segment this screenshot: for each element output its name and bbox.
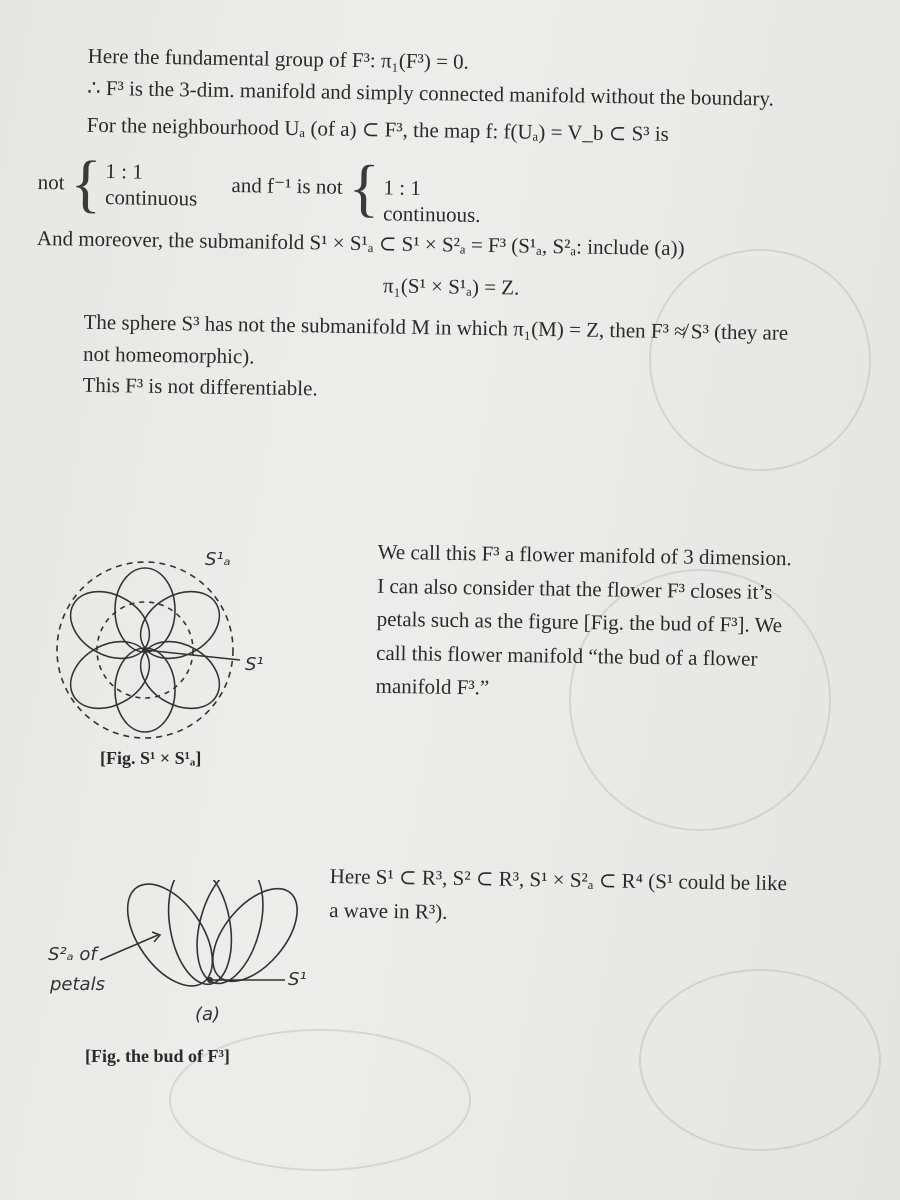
brace2-stack bbox=[383, 174, 481, 228]
paragraph-bud: I can also consider that the flower F³ closes it’s petals such as the figure [Fig. the bud of F³]. We call this flower manifold “the bud of a flower manifold F³.” bbox=[375, 573, 783, 700]
center-point-a bbox=[142, 647, 148, 653]
figure-flower-s1xs1a bbox=[55, 530, 285, 740]
paragraph-fundamental-group: Here the fundamental group of F³: π₁(F³) = 0. bbox=[87, 43, 470, 74]
brace2-bottom: continuous. bbox=[382, 201, 481, 227]
label-petals-bottom: petals bbox=[50, 974, 105, 995]
paragraph-not-differentiable: This F³ is not differentiable. bbox=[82, 372, 318, 401]
bud-petals bbox=[100, 880, 313, 1001]
figure-bud-of-f3 bbox=[40, 880, 320, 1040]
not-label: not bbox=[37, 169, 65, 195]
brace1-top: 1 : 1 bbox=[105, 158, 144, 184]
label-petals-top: S²ₐ of bbox=[48, 944, 97, 965]
paragraph-sphere: The sphere S³ has not the submanifold M in which π₁(M) = Z, then F³ ≉ S³ (they are not homeomorphic). bbox=[82, 309, 789, 368]
paragraph-neighbourhood: For the neighbourhood Uₐ (of a) ⊂ F³, the map f: f(Uₐ) = V_b ⊂ S³ is bbox=[86, 112, 670, 146]
label-sa: S¹ₐ bbox=[205, 549, 231, 570]
paragraph-submanifold: And moreover, the submanifold S¹ × S¹ₐ ⊂ S¹ × S²ₐ = F³ (S¹ₐ, S²ₐ: include (a)) bbox=[36, 225, 685, 261]
left-brace-1: { bbox=[70, 147, 102, 219]
paragraph-here-s1: Here S¹ ⊂ R³, S² ⊂ R³, S¹ × S²ₐ ⊂ R⁴ (S¹ could be like a wave in R³). bbox=[329, 863, 788, 924]
flower-petals bbox=[57, 562, 240, 738]
left-brace-2: { bbox=[348, 151, 381, 224]
figure2-caption: [Fig. the bud of F³] bbox=[85, 1046, 230, 1066]
brace1-bottom: continuous bbox=[104, 184, 198, 211]
right-column-text bbox=[327, 535, 810, 710]
label-s1: S¹ bbox=[245, 654, 264, 675]
paragraph-flower-manifold: We call this F³ a flower manifold of 3 dimension. bbox=[377, 539, 792, 571]
label-bud-s1: S¹ bbox=[288, 969, 307, 990]
equation-pi1: π₁(S¹ × S¹ₐ) = Z. bbox=[382, 272, 520, 300]
brace1-stack bbox=[105, 158, 198, 212]
main-text-block bbox=[34, 40, 810, 413]
bud-center-point bbox=[207, 977, 213, 983]
label-point-a: (a) bbox=[195, 1004, 221, 1025]
figure1-caption: [Fig. S¹ × S¹ₐ] bbox=[100, 748, 202, 768]
brace2-top: 1 : 1 bbox=[383, 174, 422, 200]
and-inverse-label: and f⁻¹ is not bbox=[231, 173, 343, 199]
brace-conditions bbox=[37, 144, 808, 233]
paragraph-simply-connected: ∴ F³ is the 3-dim. manifold and simply connected manifold without the boundary. bbox=[87, 75, 775, 111]
